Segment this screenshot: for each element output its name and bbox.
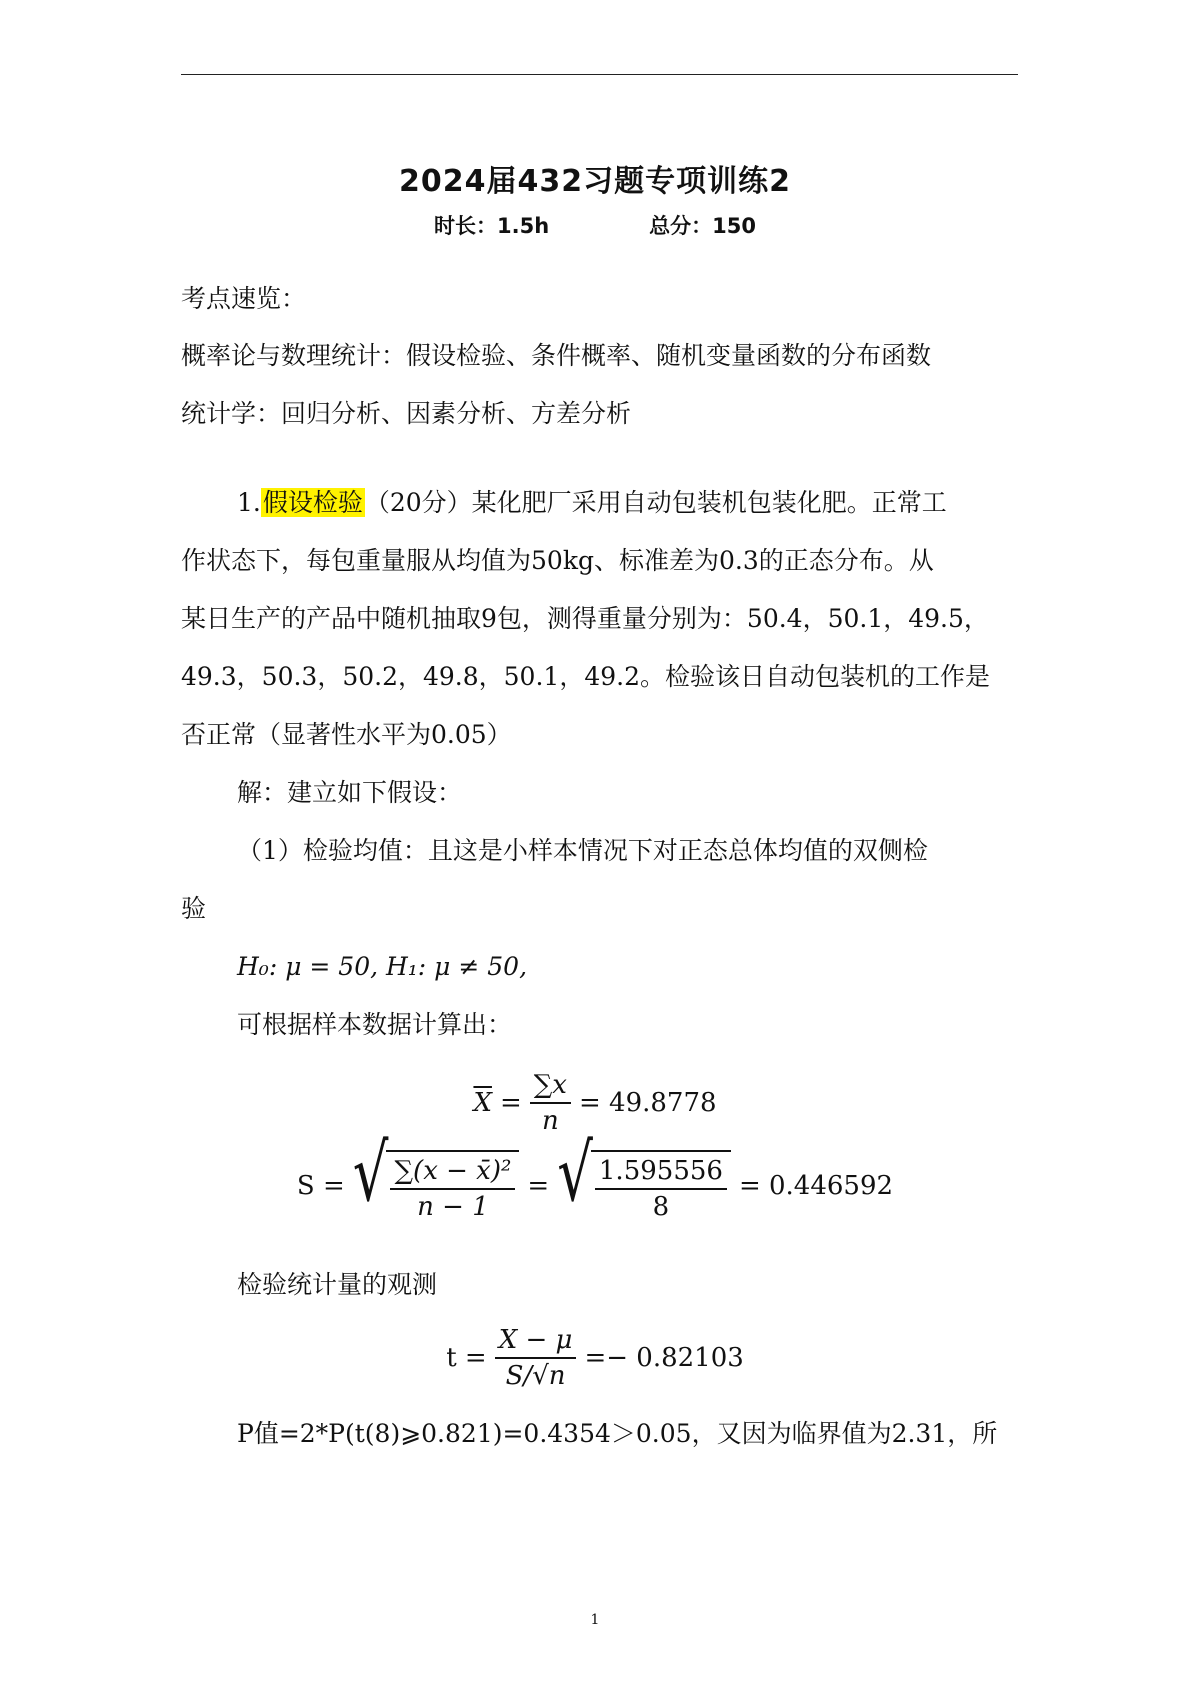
- t-lhs: t =: [446, 1343, 487, 1373]
- question-1-line-1-rest: （20分）某化肥厂采用自动包装机包装化肥。正常工: [364, 488, 947, 517]
- t-fraction: [495, 1325, 577, 1391]
- t-numerator: X − μ: [495, 1325, 577, 1359]
- mean-symbol: $\overline{X}$: [473, 1088, 492, 1118]
- total-score: 总分：150: [649, 214, 756, 238]
- solution-step-1-cont: 验: [181, 894, 207, 923]
- std-lhs: S =: [296, 1171, 345, 1201]
- duration: 时长：1.5h: [434, 214, 550, 238]
- question-1-line-5: 否正常（显著性水平为0.05）: [181, 720, 512, 749]
- mean-value: = 49.8778: [578, 1088, 717, 1118]
- std-denominator-1: n − 1: [417, 1192, 489, 1222]
- header-rule: [181, 74, 1018, 75]
- solution-intro: 解：建立如下假设：: [237, 778, 463, 807]
- std-formula: S = √ $\frac{\text{∑(x − x̄)²}}{n - 1}$ = √ $\frac{1.595556}{8}$ = 0.446592: [296, 1128, 894, 1222]
- mean-numerator: ∑x: [530, 1070, 571, 1104]
- page-title: 2024届432习题专项训练2: [399, 164, 791, 199]
- question-1-line-3: 某日生产的产品中随机抽取9包，测得重量分别为：50.4，50.1，49.5，: [181, 604, 989, 633]
- solution-step-1: （1）检验均值：且这是小样本情况下对正态总体均值的双侧检: [237, 836, 928, 865]
- std-value: = 0.446592: [738, 1171, 894, 1201]
- question-1-line-1: [237, 486, 947, 520]
- overview-line-2: 统计学：回归分析、因素分析、方差分析: [181, 399, 632, 428]
- mean-denominator: n: [541, 1106, 559, 1136]
- std-sqrt-2: √ $\frac{1.595556}{8}$: [557, 1150, 731, 1222]
- t-intro: 检验统计量的观测: [237, 1270, 438, 1299]
- hypothesis: H₀: μ = 50, H₁: μ ≠ 50,: [237, 952, 528, 981]
- t-formula: [0, 1325, 1190, 1391]
- p-value-line: P值=2*P(t(8)⩾0.821)=0.4354＞0.05，又因为临界值为2.31，所: [237, 1419, 998, 1448]
- std-denominator-2: 8: [652, 1192, 670, 1222]
- overview-label: 考点速览：: [181, 284, 307, 313]
- page-number: 1: [590, 1612, 600, 1628]
- mean-formula: $\overline{X}$ = $\frac{\sum x}{n}$ = 49.8778: [473, 1070, 717, 1136]
- mean-fraction: [530, 1070, 571, 1136]
- t-denominator: S/√n: [505, 1361, 566, 1391]
- question-number: 1.: [237, 488, 261, 517]
- calc-intro: 可根据样本数据计算出：: [237, 1010, 513, 1039]
- exam-meta: [0, 210, 1190, 240]
- overview-line-1: 概率论与数理统计：假设检验、条件概率、随机变量函数的分布函数: [181, 341, 932, 370]
- question-topic-highlight: 假设检验: [262, 488, 363, 517]
- std-sqrt-1: √ $\frac{\text{∑(x − x̄)²}}{n - 1}$: [353, 1150, 520, 1222]
- t-value: =− 0.82103: [584, 1343, 744, 1373]
- question-1-line-4: 49.3，50.3，50.2，49.8，50.1，49.2。检验该日自动包装机的工作是: [181, 662, 990, 691]
- question-1-line-2: 作状态下，每包重量服从均值为50kg、标准差为0.3的正态分布。从: [181, 546, 934, 575]
- std-numerator-2: 1.595556: [595, 1156, 727, 1190]
- std-numerator-1: ∑(x − x̄)²: [390, 1156, 515, 1190]
